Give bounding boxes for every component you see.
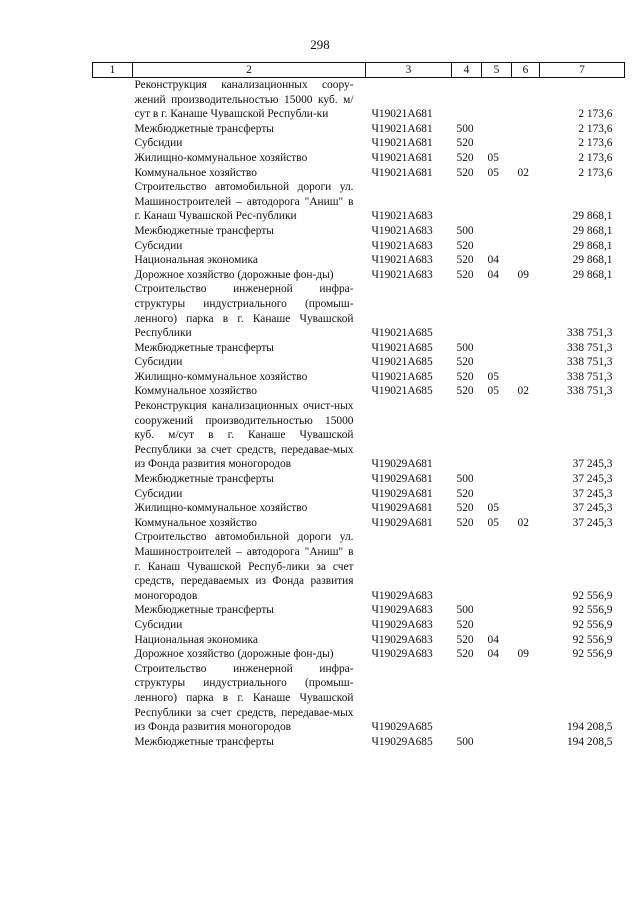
table-row bbox=[93, 224, 625, 239]
row-col-1 bbox=[93, 355, 133, 370]
cell-csr: Ч19029А683 bbox=[371, 618, 433, 631]
cell-name: Коммунальное хозяйство bbox=[134, 516, 257, 529]
cell-rz: 05 bbox=[487, 502, 499, 515]
cell-csr: Ч19029А681 bbox=[371, 473, 433, 486]
cell-vr: 500 bbox=[456, 735, 474, 748]
cell-rz bbox=[482, 399, 512, 472]
cell-sum: 29 868,1 bbox=[572, 239, 613, 252]
cell-csr: Ч19021А681 bbox=[371, 137, 433, 150]
cell-vr: 520 bbox=[456, 487, 474, 500]
cell-sum: 92 556,9 bbox=[572, 648, 613, 661]
cell-csr: Ч19021А683 bbox=[371, 210, 433, 223]
cell-vr: 520 bbox=[456, 239, 474, 252]
row-col-1 bbox=[93, 487, 133, 502]
row-col-1 bbox=[93, 472, 133, 487]
table-row bbox=[93, 282, 625, 340]
cell-sum: 338 751,3 bbox=[566, 341, 613, 354]
table-row bbox=[93, 370, 625, 385]
cell-sum: 2 173,6 bbox=[578, 137, 613, 150]
cell-pr: 02 bbox=[517, 385, 529, 398]
cell-rz bbox=[482, 603, 512, 618]
cell-csr: Ч19021А681 bbox=[371, 151, 433, 164]
cell-sum: 92 556,9 bbox=[572, 589, 613, 602]
cell-pr: 02 bbox=[517, 166, 529, 179]
row-col-1 bbox=[93, 501, 133, 516]
table-row bbox=[93, 516, 625, 531]
cell-csr: Ч19021А683 bbox=[371, 224, 433, 237]
cell-pr bbox=[512, 341, 540, 356]
row-col-1 bbox=[93, 253, 133, 268]
cell-pr bbox=[512, 530, 540, 603]
table-row bbox=[93, 122, 625, 137]
cell-name: Строительство автомобильной дороги ул. Машиностроителей – автодорога "Аниш" в г. Канаш Чувашской Респуб-лики за счет средств, передаваемых из Фонда развития моногородов bbox=[134, 531, 354, 602]
cell-name: Межбюджетные трансферты bbox=[134, 122, 274, 135]
table-row bbox=[93, 180, 625, 224]
row-col-1 bbox=[93, 78, 133, 122]
cell-sum: 37 245,3 bbox=[572, 473, 613, 486]
row-col-1 bbox=[93, 384, 133, 399]
table-row bbox=[93, 166, 625, 181]
cell-rz bbox=[482, 239, 512, 254]
table-row bbox=[93, 633, 625, 648]
table-row bbox=[93, 501, 625, 516]
cell-sum: 338 751,3 bbox=[566, 385, 613, 398]
header-col-5: 5 bbox=[482, 63, 512, 78]
row-col-1 bbox=[93, 516, 133, 531]
cell-sum: 92 556,9 bbox=[572, 633, 613, 646]
cell-vr: 520 bbox=[456, 633, 474, 646]
cell-pr bbox=[512, 239, 540, 254]
row-col-1 bbox=[93, 239, 133, 254]
cell-sum: 37 245,3 bbox=[572, 458, 613, 471]
table-row bbox=[93, 355, 625, 370]
cell-pr bbox=[512, 355, 540, 370]
row-col-1 bbox=[93, 151, 133, 166]
cell-sum: 338 751,3 bbox=[566, 327, 613, 340]
row-col-1 bbox=[93, 647, 133, 662]
cell-vr bbox=[452, 399, 482, 472]
cell-name: Субсидии bbox=[134, 618, 183, 631]
table-row bbox=[93, 618, 625, 633]
cell-vr: 520 bbox=[456, 268, 474, 281]
row-col-1 bbox=[93, 603, 133, 618]
cell-sum: 29 868,1 bbox=[572, 254, 613, 267]
table-row bbox=[93, 341, 625, 356]
table-row bbox=[93, 268, 625, 283]
cell-sum: 29 868,1 bbox=[572, 210, 613, 223]
cell-name: Жилищно-коммунальное хозяйство bbox=[134, 502, 308, 515]
row-col-1 bbox=[93, 341, 133, 356]
cell-pr bbox=[512, 501, 540, 516]
cell-vr bbox=[452, 282, 482, 340]
cell-pr bbox=[512, 633, 540, 648]
header-col-6: 6 bbox=[512, 63, 540, 78]
table-row bbox=[93, 399, 625, 472]
header-row bbox=[93, 63, 625, 78]
cell-vr: 520 bbox=[456, 356, 474, 369]
cell-name: Субсидии bbox=[134, 137, 183, 150]
row-col-1 bbox=[93, 530, 133, 603]
cell-pr: 02 bbox=[517, 516, 529, 529]
cell-csr: Ч19021А681 bbox=[371, 108, 433, 121]
cell-vr bbox=[452, 662, 482, 735]
table-row bbox=[93, 136, 625, 151]
cell-name: Реконструкция канализационных очист-ных сооружений производительностью 15000 куб. м/сут в г. Канаше Чувашской Республики за счет средств, передавае-мых из Фонда развития моногородов bbox=[134, 400, 354, 471]
budget-table bbox=[92, 62, 625, 749]
cell-sum: 338 751,3 bbox=[566, 370, 613, 383]
table-row bbox=[93, 662, 625, 735]
cell-name: Субсидии bbox=[134, 239, 183, 252]
cell-pr bbox=[512, 78, 540, 122]
cell-name: Жилищно-коммунальное хозяйство bbox=[134, 370, 308, 383]
cell-name: Жилищно-коммунальное хозяйство bbox=[134, 151, 308, 164]
table-row bbox=[93, 151, 625, 166]
cell-sum: 29 868,1 bbox=[572, 268, 613, 281]
row-col-1 bbox=[93, 735, 133, 750]
row-col-1 bbox=[93, 268, 133, 283]
cell-rz bbox=[482, 472, 512, 487]
row-col-1 bbox=[93, 618, 133, 633]
cell-rz bbox=[482, 224, 512, 239]
cell-pr bbox=[512, 224, 540, 239]
cell-vr: 500 bbox=[456, 473, 474, 486]
cell-rz: 04 bbox=[487, 254, 499, 267]
cell-rz bbox=[482, 735, 512, 750]
cell-rz: 04 bbox=[487, 648, 499, 661]
cell-rz: 05 bbox=[487, 385, 499, 398]
cell-sum: 2 173,6 bbox=[578, 108, 613, 121]
cell-name: Коммунальное хозяйство bbox=[134, 385, 257, 398]
cell-name: Строительство инженерной инфра-структуры индустриального (промыш-ленного) парка в г. Канаше Чувашской Республики за счет средств, передавае-мых из Фонда развития моногородов bbox=[134, 662, 354, 734]
cell-rz bbox=[482, 618, 512, 633]
cell-rz bbox=[482, 341, 512, 356]
cell-vr bbox=[452, 530, 482, 603]
cell-pr bbox=[512, 603, 540, 618]
cell-csr: Ч19021А681 bbox=[371, 166, 433, 179]
cell-pr: 09 bbox=[517, 268, 529, 281]
cell-vr: 520 bbox=[456, 618, 474, 631]
cell-name: Строительство автомобильной дороги ул. Машиностроителей – автодорога "Аниш" в г. Канаш Чувашской Рес-публики bbox=[134, 181, 354, 223]
cell-vr: 520 bbox=[456, 648, 474, 661]
cell-name: Межбюджетные трансферты bbox=[134, 604, 274, 617]
cell-rz bbox=[482, 78, 512, 122]
header-col-7: 7 bbox=[540, 63, 625, 78]
cell-pr bbox=[512, 253, 540, 268]
cell-rz bbox=[482, 180, 512, 224]
cell-vr: 520 bbox=[456, 385, 474, 398]
cell-name: Национальная экономика bbox=[134, 254, 258, 267]
cell-name: Национальная экономика bbox=[134, 633, 258, 646]
cell-rz bbox=[482, 122, 512, 137]
cell-pr bbox=[512, 122, 540, 137]
cell-vr: 500 bbox=[456, 604, 474, 617]
row-col-1 bbox=[93, 399, 133, 472]
table-row bbox=[93, 239, 625, 254]
cell-sum: 37 245,3 bbox=[572, 502, 613, 515]
cell-rz: 04 bbox=[487, 268, 499, 281]
cell-pr bbox=[512, 618, 540, 633]
table-row bbox=[93, 78, 625, 122]
cell-rz bbox=[482, 136, 512, 151]
row-col-1 bbox=[93, 180, 133, 224]
cell-name: Коммунальное хозяйство bbox=[134, 166, 257, 179]
cell-csr: Ч19029А685 bbox=[371, 735, 433, 748]
cell-csr: Ч19021А685 bbox=[371, 327, 433, 340]
cell-rz: 05 bbox=[487, 370, 499, 383]
cell-rz: 04 bbox=[487, 633, 499, 646]
cell-vr: 520 bbox=[456, 137, 474, 150]
cell-csr: Ч19021А683 bbox=[371, 268, 433, 281]
cell-vr bbox=[452, 180, 482, 224]
cell-rz bbox=[482, 530, 512, 603]
cell-rz bbox=[482, 662, 512, 735]
cell-vr: 520 bbox=[456, 370, 474, 383]
cell-csr: Ч19021А683 bbox=[371, 254, 433, 267]
cell-csr: Ч19021А681 bbox=[371, 122, 433, 135]
header-col-2: 2 bbox=[133, 63, 366, 78]
cell-csr: Ч19029А683 bbox=[371, 589, 433, 602]
cell-sum: 92 556,9 bbox=[572, 618, 613, 631]
cell-pr bbox=[512, 180, 540, 224]
cell-pr bbox=[512, 487, 540, 502]
row-col-1 bbox=[93, 224, 133, 239]
cell-vr: 500 bbox=[456, 341, 474, 354]
row-col-1 bbox=[93, 370, 133, 385]
cell-vr bbox=[452, 78, 482, 122]
cell-rz bbox=[482, 282, 512, 340]
header-col-3: 3 bbox=[366, 63, 452, 78]
cell-csr: Ч19029А683 bbox=[371, 633, 433, 646]
cell-name: Дорожное хозяйство (дорожные фон-ды) bbox=[134, 268, 334, 281]
cell-pr: 09 bbox=[517, 648, 529, 661]
cell-rz: 05 bbox=[487, 166, 499, 179]
cell-name: Межбюджетные трансферты bbox=[134, 224, 274, 237]
cell-vr: 500 bbox=[456, 224, 474, 237]
cell-name: Субсидии bbox=[134, 487, 183, 500]
cell-sum: 92 556,9 bbox=[572, 604, 613, 617]
table-body bbox=[93, 78, 625, 750]
cell-pr bbox=[512, 472, 540, 487]
cell-csr: Ч19021А683 bbox=[371, 239, 433, 252]
cell-sum: 338 751,3 bbox=[566, 356, 613, 369]
cell-csr: Ч19029А683 bbox=[371, 648, 433, 661]
cell-vr: 520 bbox=[456, 151, 474, 164]
cell-rz bbox=[482, 487, 512, 502]
cell-pr bbox=[512, 662, 540, 735]
cell-pr bbox=[512, 399, 540, 472]
cell-csr: Ч19029А681 bbox=[371, 487, 433, 500]
cell-name: Межбюджетные трансферты bbox=[134, 735, 274, 748]
cell-vr: 520 bbox=[456, 516, 474, 529]
cell-name: Дорожное хозяйство (дорожные фон-ды) bbox=[134, 648, 334, 661]
cell-sum: 37 245,3 bbox=[572, 516, 613, 529]
cell-name: Межбюджетные трансферты bbox=[134, 341, 274, 354]
cell-name: Межбюджетные трансферты bbox=[134, 473, 274, 486]
table-row bbox=[93, 384, 625, 399]
table-row bbox=[93, 647, 625, 662]
table-row bbox=[93, 735, 625, 750]
cell-vr: 520 bbox=[456, 166, 474, 179]
cell-csr: Ч19021А685 bbox=[371, 370, 433, 383]
page-number: 298 bbox=[310, 37, 330, 52]
cell-csr: Ч19021А685 bbox=[371, 385, 433, 398]
header-col-1: 1 bbox=[93, 63, 133, 78]
cell-csr: Ч19029А681 bbox=[371, 502, 433, 515]
cell-pr bbox=[512, 151, 540, 166]
cell-pr bbox=[512, 136, 540, 151]
row-col-1 bbox=[93, 122, 133, 137]
cell-pr bbox=[512, 282, 540, 340]
cell-sum: 2 173,6 bbox=[578, 166, 613, 179]
cell-sum: 194 208,5 bbox=[566, 735, 613, 748]
cell-csr: Ч19029А685 bbox=[371, 721, 433, 734]
cell-csr: Ч19029А681 bbox=[371, 516, 433, 529]
row-col-1 bbox=[93, 662, 133, 735]
table-row bbox=[93, 472, 625, 487]
cell-vr: 520 bbox=[456, 502, 474, 515]
cell-name: Строительство инженерной инфра-структуры индустриального (промыш-ленного) парка в г. Канаше Чувашской Республики bbox=[134, 283, 354, 340]
cell-sum: 29 868,1 bbox=[572, 224, 613, 237]
table-row bbox=[93, 253, 625, 268]
cell-csr: Ч19029А681 bbox=[371, 458, 433, 471]
cell-vr: 520 bbox=[456, 254, 474, 267]
cell-csr: Ч19021А685 bbox=[371, 341, 433, 354]
cell-sum: 37 245,3 bbox=[572, 487, 613, 500]
cell-rz bbox=[482, 355, 512, 370]
cell-name: Реконструкция канализационных соору-жений производительностью 15000 куб. м/сут в г. Канаше Чувашской Республи-ки bbox=[134, 79, 354, 121]
row-col-1 bbox=[93, 166, 133, 181]
row-col-1 bbox=[93, 136, 133, 151]
cell-rz: 05 bbox=[487, 516, 499, 529]
cell-sum: 2 173,6 bbox=[578, 151, 613, 164]
header-col-4: 4 bbox=[452, 63, 482, 78]
cell-rz: 05 bbox=[487, 151, 499, 164]
row-col-1 bbox=[93, 282, 133, 340]
cell-pr bbox=[512, 735, 540, 750]
cell-sum: 2 173,6 bbox=[578, 122, 613, 135]
table-row bbox=[93, 530, 625, 603]
cell-sum: 194 208,5 bbox=[566, 721, 613, 734]
cell-name: Субсидии bbox=[134, 356, 183, 369]
cell-csr: Ч19029А683 bbox=[371, 604, 433, 617]
row-col-1 bbox=[93, 633, 133, 648]
table-row bbox=[93, 487, 625, 502]
cell-csr: Ч19021А685 bbox=[371, 356, 433, 369]
cell-vr: 500 bbox=[456, 122, 474, 135]
cell-pr bbox=[512, 370, 540, 385]
table-row bbox=[93, 603, 625, 618]
